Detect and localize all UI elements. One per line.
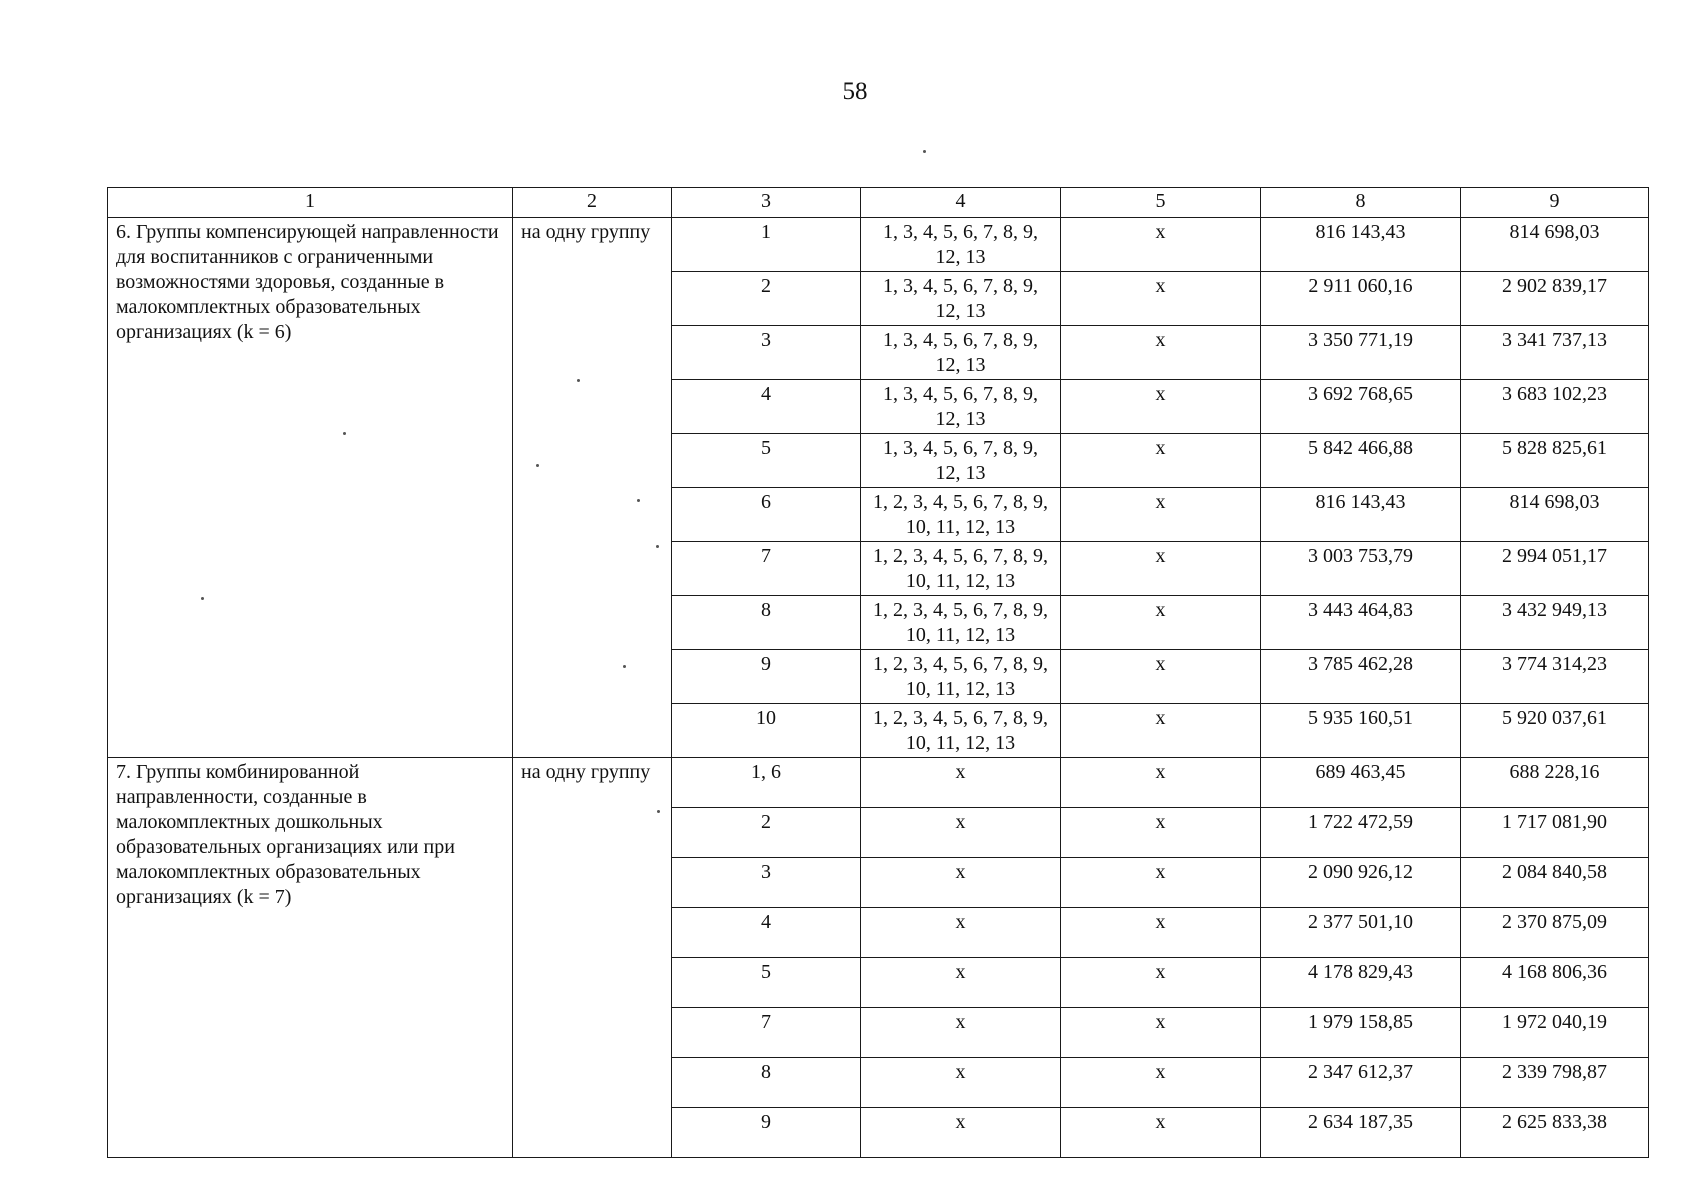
- table-header: [108, 188, 1649, 218]
- group-unit: на одну группу: [513, 218, 672, 758]
- cell-col-3: 9: [672, 1108, 861, 1158]
- cell-col-3: 1, 6: [672, 758, 861, 808]
- scan-speck: [577, 379, 580, 382]
- cell-col-5: х: [1061, 218, 1261, 272]
- cell-col-4: х: [861, 1008, 1061, 1058]
- cell-col-5: х: [1061, 1008, 1261, 1058]
- cell-col-8: 5 842 466,88: [1261, 434, 1461, 488]
- header-col-9: 9: [1461, 188, 1649, 218]
- cell-col-9: 2 902 839,17: [1461, 272, 1649, 326]
- cell-col-4: 1, 3, 4, 5, 6, 7, 8, 9, 12, 13: [861, 272, 1061, 326]
- cell-col-3: 3: [672, 858, 861, 908]
- cell-col-5: х: [1061, 1058, 1261, 1108]
- scan-speck: [656, 545, 659, 548]
- cell-col-4: х: [861, 758, 1061, 808]
- cell-col-3: 7: [672, 542, 861, 596]
- table-body: [108, 218, 1649, 1158]
- cell-col-8: 816 143,43: [1261, 218, 1461, 272]
- cell-col-4: х: [861, 1058, 1061, 1108]
- cell-col-4: х: [861, 908, 1061, 958]
- cell-col-8: 2 634 187,35: [1261, 1108, 1461, 1158]
- cell-col-5: х: [1061, 542, 1261, 596]
- cell-col-3: 9: [672, 650, 861, 704]
- cell-col-5: х: [1061, 758, 1261, 808]
- cell-col-3: 3: [672, 326, 861, 380]
- cell-col-4: 1, 3, 4, 5, 6, 7, 8, 9, 12, 13: [861, 218, 1061, 272]
- cell-col-5: х: [1061, 596, 1261, 650]
- cell-col-4: х: [861, 858, 1061, 908]
- cell-col-9: 2 370 875,09: [1461, 908, 1649, 958]
- group-description: 7. Группы комбинированной направленности, созданные в малокомплектных дошкольных образовательных организациях или при малокомплектных образовательных организациях (k = 7): [108, 758, 513, 1158]
- cell-col-8: 3 350 771,19: [1261, 326, 1461, 380]
- cell-col-4: 1, 3, 4, 5, 6, 7, 8, 9, 12, 13: [861, 434, 1061, 488]
- table-row: [108, 218, 1649, 272]
- cell-col-9: 688 228,16: [1461, 758, 1649, 808]
- scan-speck: [536, 464, 539, 467]
- cell-col-3: 10: [672, 704, 861, 758]
- cell-col-8: 3 003 753,79: [1261, 542, 1461, 596]
- page-number: 58: [842, 78, 868, 105]
- cell-col-4: 1, 2, 3, 4, 5, 6, 7, 8, 9, 10, 11, 12, 13: [861, 542, 1061, 596]
- cell-col-4: 1, 2, 3, 4, 5, 6, 7, 8, 9, 10, 11, 12, 13: [861, 596, 1061, 650]
- cell-col-5: х: [1061, 380, 1261, 434]
- cell-col-3: 4: [672, 908, 861, 958]
- cell-col-8: 1 722 472,59: [1261, 808, 1461, 858]
- cell-col-3: 1: [672, 218, 861, 272]
- cell-col-3: 5: [672, 958, 861, 1008]
- cell-col-9: 3 432 949,13: [1461, 596, 1649, 650]
- header-row: [108, 188, 1649, 218]
- cell-col-9: 2 084 840,58: [1461, 858, 1649, 908]
- cell-col-5: х: [1061, 908, 1261, 958]
- cell-col-9: 814 698,03: [1461, 218, 1649, 272]
- header-col-8: 8: [1261, 188, 1461, 218]
- cell-col-9: 1 972 040,19: [1461, 1008, 1649, 1058]
- cell-col-3: 7: [672, 1008, 861, 1058]
- cell-col-3: 6: [672, 488, 861, 542]
- cell-col-8: 2 377 501,10: [1261, 908, 1461, 958]
- cell-col-5: х: [1061, 958, 1261, 1008]
- cell-col-8: 3 785 462,28: [1261, 650, 1461, 704]
- cell-col-3: 2: [672, 272, 861, 326]
- cell-col-3: 8: [672, 596, 861, 650]
- cell-col-9: 3 341 737,13: [1461, 326, 1649, 380]
- cell-col-4: 1, 2, 3, 4, 5, 6, 7, 8, 9, 10, 11, 12, 13: [861, 488, 1061, 542]
- cell-col-9: 3 774 314,23: [1461, 650, 1649, 704]
- cell-col-4: х: [861, 1108, 1061, 1158]
- scan-speck: [923, 150, 926, 153]
- table-row: [108, 758, 1649, 808]
- header-col-5: 5: [1061, 188, 1261, 218]
- cell-col-9: 814 698,03: [1461, 488, 1649, 542]
- cell-col-3: 2: [672, 808, 861, 858]
- cell-col-9: 3 683 102,23: [1461, 380, 1649, 434]
- cell-col-8: 2 347 612,37: [1261, 1058, 1461, 1108]
- cell-col-9: 5 920 037,61: [1461, 704, 1649, 758]
- cell-col-4: 1, 3, 4, 5, 6, 7, 8, 9, 12, 13: [861, 380, 1061, 434]
- cell-col-8: 689 463,45: [1261, 758, 1461, 808]
- cell-col-3: 8: [672, 1058, 861, 1108]
- cell-col-9: 4 168 806,36: [1461, 958, 1649, 1008]
- cell-col-8: 2 911 060,16: [1261, 272, 1461, 326]
- cell-col-4: 1, 2, 3, 4, 5, 6, 7, 8, 9, 10, 11, 12, 13: [861, 650, 1061, 704]
- scan-speck: [637, 499, 640, 502]
- header-col-1: 1: [108, 188, 513, 218]
- cell-col-4: х: [861, 958, 1061, 1008]
- cell-col-8: 4 178 829,43: [1261, 958, 1461, 1008]
- cell-col-4: 1, 3, 4, 5, 6, 7, 8, 9, 12, 13: [861, 326, 1061, 380]
- cell-col-5: х: [1061, 326, 1261, 380]
- cell-col-5: х: [1061, 488, 1261, 542]
- scan-speck: [201, 597, 204, 600]
- cell-col-3: 5: [672, 434, 861, 488]
- scan-speck: [343, 432, 346, 435]
- group-description: 6. Группы компенсирующей направленности для воспитанников с ограниченными возможностями здоровья, созданные в малокомплектных образовательных организациях (k = 6): [108, 218, 513, 758]
- cell-col-5: х: [1061, 272, 1261, 326]
- header-col-2: 2: [513, 188, 672, 218]
- cell-col-5: х: [1061, 1108, 1261, 1158]
- scan-speck: [657, 810, 660, 813]
- cell-col-8: 3 443 464,83: [1261, 596, 1461, 650]
- header-col-4: 4: [861, 188, 1061, 218]
- cell-col-3: 4: [672, 380, 861, 434]
- header-col-3: 3: [672, 188, 861, 218]
- tariff-table: [107, 187, 1649, 1158]
- cell-col-8: 1 979 158,85: [1261, 1008, 1461, 1058]
- cell-col-9: 5 828 825,61: [1461, 434, 1649, 488]
- group-unit: на одну группу: [513, 758, 672, 1158]
- cell-col-9: 1 717 081,90: [1461, 808, 1649, 858]
- cell-col-9: 2 994 051,17: [1461, 542, 1649, 596]
- cell-col-8: 3 692 768,65: [1261, 380, 1461, 434]
- cell-col-5: х: [1061, 650, 1261, 704]
- cell-col-4: 1, 2, 3, 4, 5, 6, 7, 8, 9, 10, 11, 12, 13: [861, 704, 1061, 758]
- cell-col-8: 2 090 926,12: [1261, 858, 1461, 908]
- cell-col-4: х: [861, 808, 1061, 858]
- cell-col-9: 2 625 833,38: [1461, 1108, 1649, 1158]
- cell-col-9: 2 339 798,87: [1461, 1058, 1649, 1108]
- cell-col-8: 5 935 160,51: [1261, 704, 1461, 758]
- cell-col-8: 816 143,43: [1261, 488, 1461, 542]
- cell-col-5: х: [1061, 858, 1261, 908]
- scan-speck: [623, 665, 626, 668]
- cell-col-5: х: [1061, 434, 1261, 488]
- cell-col-5: х: [1061, 704, 1261, 758]
- cell-col-5: х: [1061, 808, 1261, 858]
